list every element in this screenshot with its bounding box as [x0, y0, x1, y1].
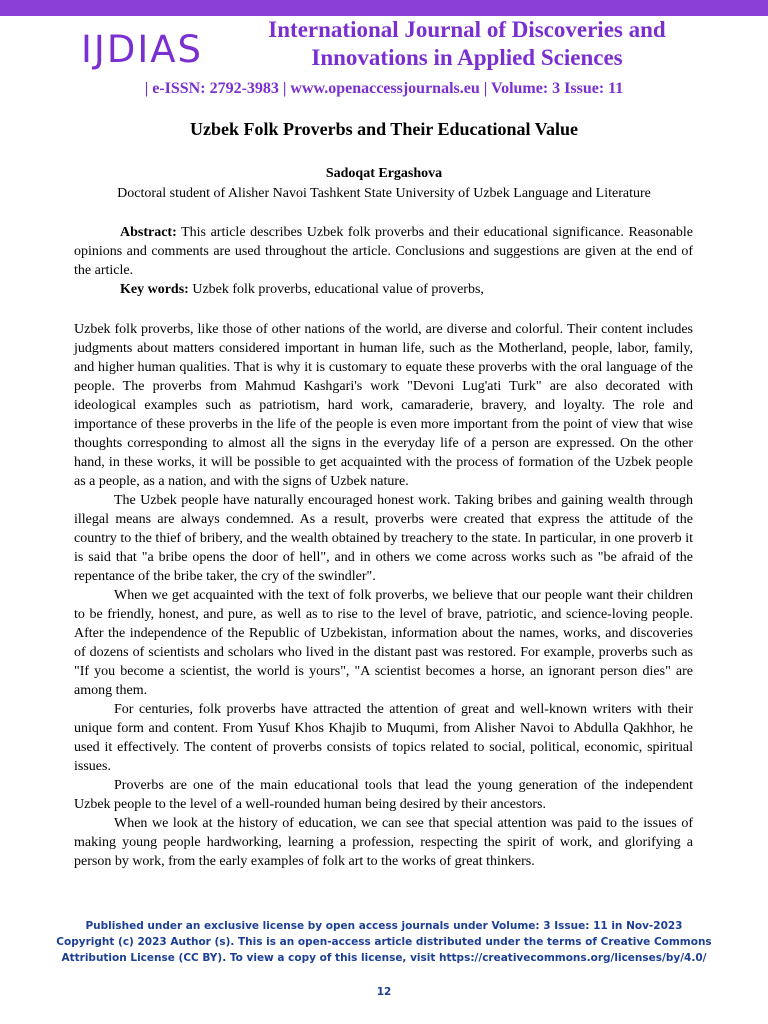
- body-paragraph: The Uzbek people have naturally encouraged honest work. Taking bribes and gaining wealth through illegal means are always condemned. As a result, proverbs were created that express the attitude of the country to the thief of bribery, and the wealth obtained by treachery to the state. In particular, in one proverb it is said that "a bribe opens the door of hell", and in others we come across works such as "be afraid of the repentance of the bribe taker, the cry of the swindler".: [74, 493, 693, 584]
- article-body: [74, 223, 693, 871]
- license-footer: [0, 918, 768, 966]
- body-paragraph: When we get acquainted with the text of folk proverbs, we believe that our people want their children to be friendly, honest, and pure, as well as to rise to the level of brave, patriotic, and science-loving people. After the independence of the Republic of Uzbekistan, information about the names, works, and discoveries of dozens of scientists and scholars who lived in the distant past was restored. For example, proverbs such as "If you become a scientist, the world is yours", "A scientist becomes a horse, an ignorant person dies" are among them.: [74, 588, 693, 698]
- keywords: [74, 280, 693, 299]
- footer-line: Copyright (c) 2023 Author (s). This is an open-access article distributed under the terms of Creative Commons: [56, 936, 712, 948]
- body-paragraph: For centuries, folk proverbs have attracted the attention of great and well-known writers with their unique form and content. From Yusuf Khos Khajib to Muqumi, from Alisher Navoi to Abdulla Qakhhor, he used it effectively. The content of proverbs consists of topics related to social, political, economic, spiritual issues.: [74, 702, 693, 774]
- footer-line: Published under an exclusive license by open access journals under Volume: 3 Issue: 11 in Nov-2023: [85, 920, 683, 932]
- header-color-bar: [0, 0, 768, 16]
- body-paragraph: Uzbek folk proverbs, like those of other nations of the world, are diverse and colorful. Their content includes judgments about matters considered important in human life, such as the Motherland, people, labor, family, and higher human qualities. That is why it is customary to equate these proverbs with the oral language of the people. The proverbs from Mahmud Kashgari's work "Devoni Lug'ati Turk" are also decorated with ideological examples such as patriotism, hard work, camaraderie, bravery, and loyalty. The role and importance of these proverbs in the life of the people is even more important from the point of view that wise thoughts corresponding to almost all the signs in the everyday life of a person are expressed. On the other hand, in these works, it will be possible to get acquainted with the process of formation of the Uzbek people as a people, as a nation, and with the signs of Uzbek nature.: [74, 322, 693, 489]
- abstract-text: This article describes Uzbek folk proverbs and their educational significance. Reasonable opinions and comments are used throughout the article. Conclusions and suggestions are given at the end of the article.: [74, 225, 693, 278]
- body-paragraph: Proverbs are one of the main educational tools that lead the young generation of the independent Uzbek people to the level of a well-rounded human being desired by their ancestors.: [74, 778, 693, 812]
- issn-line: | e-ISSN: 2792-3983 | www.openaccessjournals.eu | Volume: 3 Issue: 11: [144, 80, 624, 97]
- author-affiliation: Doctoral student of Alisher Navoi Tashkent State University of Uzbek Language and Literature: [117, 186, 651, 201]
- keywords-label: Key words:: [120, 282, 189, 297]
- journal-logo: IJDIAS: [81, 28, 204, 71]
- journal-title: International Journal of Discoveries and Innovations in Applied Sciences: [268, 17, 666, 70]
- article-title: Uzbek Folk Proverbs and Their Educational Value: [189, 119, 579, 139]
- abstract: [74, 223, 693, 280]
- abstract-label: Abstract:: [120, 225, 177, 240]
- page-number: 12: [376, 986, 392, 998]
- author-name: Sadoqat Ergashova: [325, 166, 443, 181]
- body-paragraph: When we look at the history of education, we can see that special attention was paid to the issues of making young people hardworking, learning a profession, respecting the spirit of work, and glorifying a person by work, from the early examples of folk art to the works of great thinkers.: [74, 816, 693, 869]
- footer-line: Attribution License (CC BY). To view a copy of this license, visit https://creativecommons.org/licenses/by/4.0/: [61, 952, 707, 964]
- keywords-text: Uzbek folk proverbs, educational value of proverbs,: [188, 282, 484, 297]
